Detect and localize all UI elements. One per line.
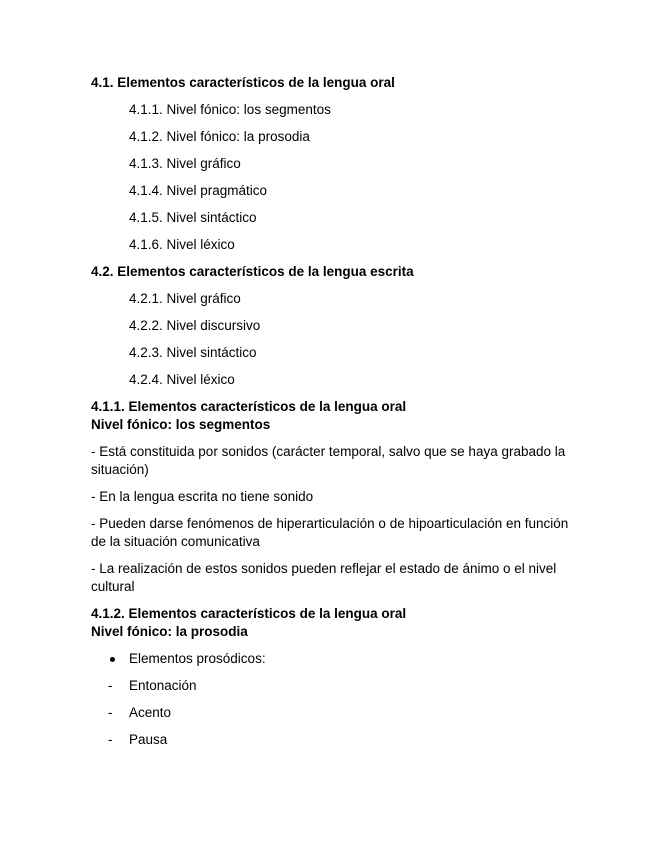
toc-item: 4.1.2. Nivel fónico: la prosodia	[129, 129, 310, 144]
bullet-item	[91, 650, 571, 668]
section-4-1-2-subtitle: Nivel fónico: la prosodia	[91, 624, 248, 639]
section-4-2-title: 4.2. Elementos característicos de la lengua escrita	[91, 264, 414, 279]
dash-text: Pausa	[129, 732, 168, 747]
paragraph: - Pueden darse fenómenos de hiperarticulación o de hipoarticulación en función de la situación comunicativa	[91, 516, 569, 549]
toc-item: 4.2.1. Nivel gráfico	[129, 291, 241, 306]
section-4-1-1-title: 4.1.1. Elementos característicos de la lengua oral	[91, 399, 407, 414]
dash-marker: -	[108, 678, 113, 693]
paragraph: - Está constituida por sonidos (carácter temporal, salvo que se haya grabado la situación)	[91, 444, 566, 477]
dash-marker: -	[108, 732, 113, 747]
toc-item: 4.1.3. Nivel gráfico	[129, 156, 241, 171]
toc-item: 4.2.2. Nivel discursivo	[129, 318, 261, 333]
section-4-1-2-title: 4.1.2. Elementos característicos de la lengua oral	[91, 606, 407, 621]
toc-item: 4.1.5. Nivel sintáctico	[129, 210, 257, 225]
toc-item: 4.1.4. Nivel pragmático	[129, 183, 268, 198]
dash-marker: -	[108, 705, 113, 720]
toc-item: 4.1.1. Nivel fónico: los segmentos	[129, 102, 331, 117]
paragraph: - La realización de estos sonidos pueden reflejar el estado de ánimo o el nivel cultural	[91, 561, 557, 594]
paragraph: - En la lengua escrita no tiene sonido	[91, 489, 314, 504]
toc-item: 4.2.3. Nivel sintáctico	[129, 345, 257, 360]
bullet-text: Elementos prosódicos:	[129, 651, 266, 666]
toc-item: 4.1.6. Nivel léxico	[129, 237, 235, 252]
dash-item	[91, 677, 571, 695]
section-4-1-title: 4.1. Elementos característicos de la lengua oral	[91, 75, 395, 90]
dash-text: Entonación	[129, 678, 197, 693]
dash-item	[91, 731, 571, 749]
document-page	[91, 74, 571, 758]
bullet-dot-icon	[110, 657, 115, 662]
dash-item	[91, 704, 571, 722]
toc-item: 4.2.4. Nivel léxico	[129, 372, 235, 387]
dash-text: Acento	[129, 705, 172, 720]
section-4-1-1-subtitle: Nivel fónico: los segmentos	[91, 417, 271, 432]
